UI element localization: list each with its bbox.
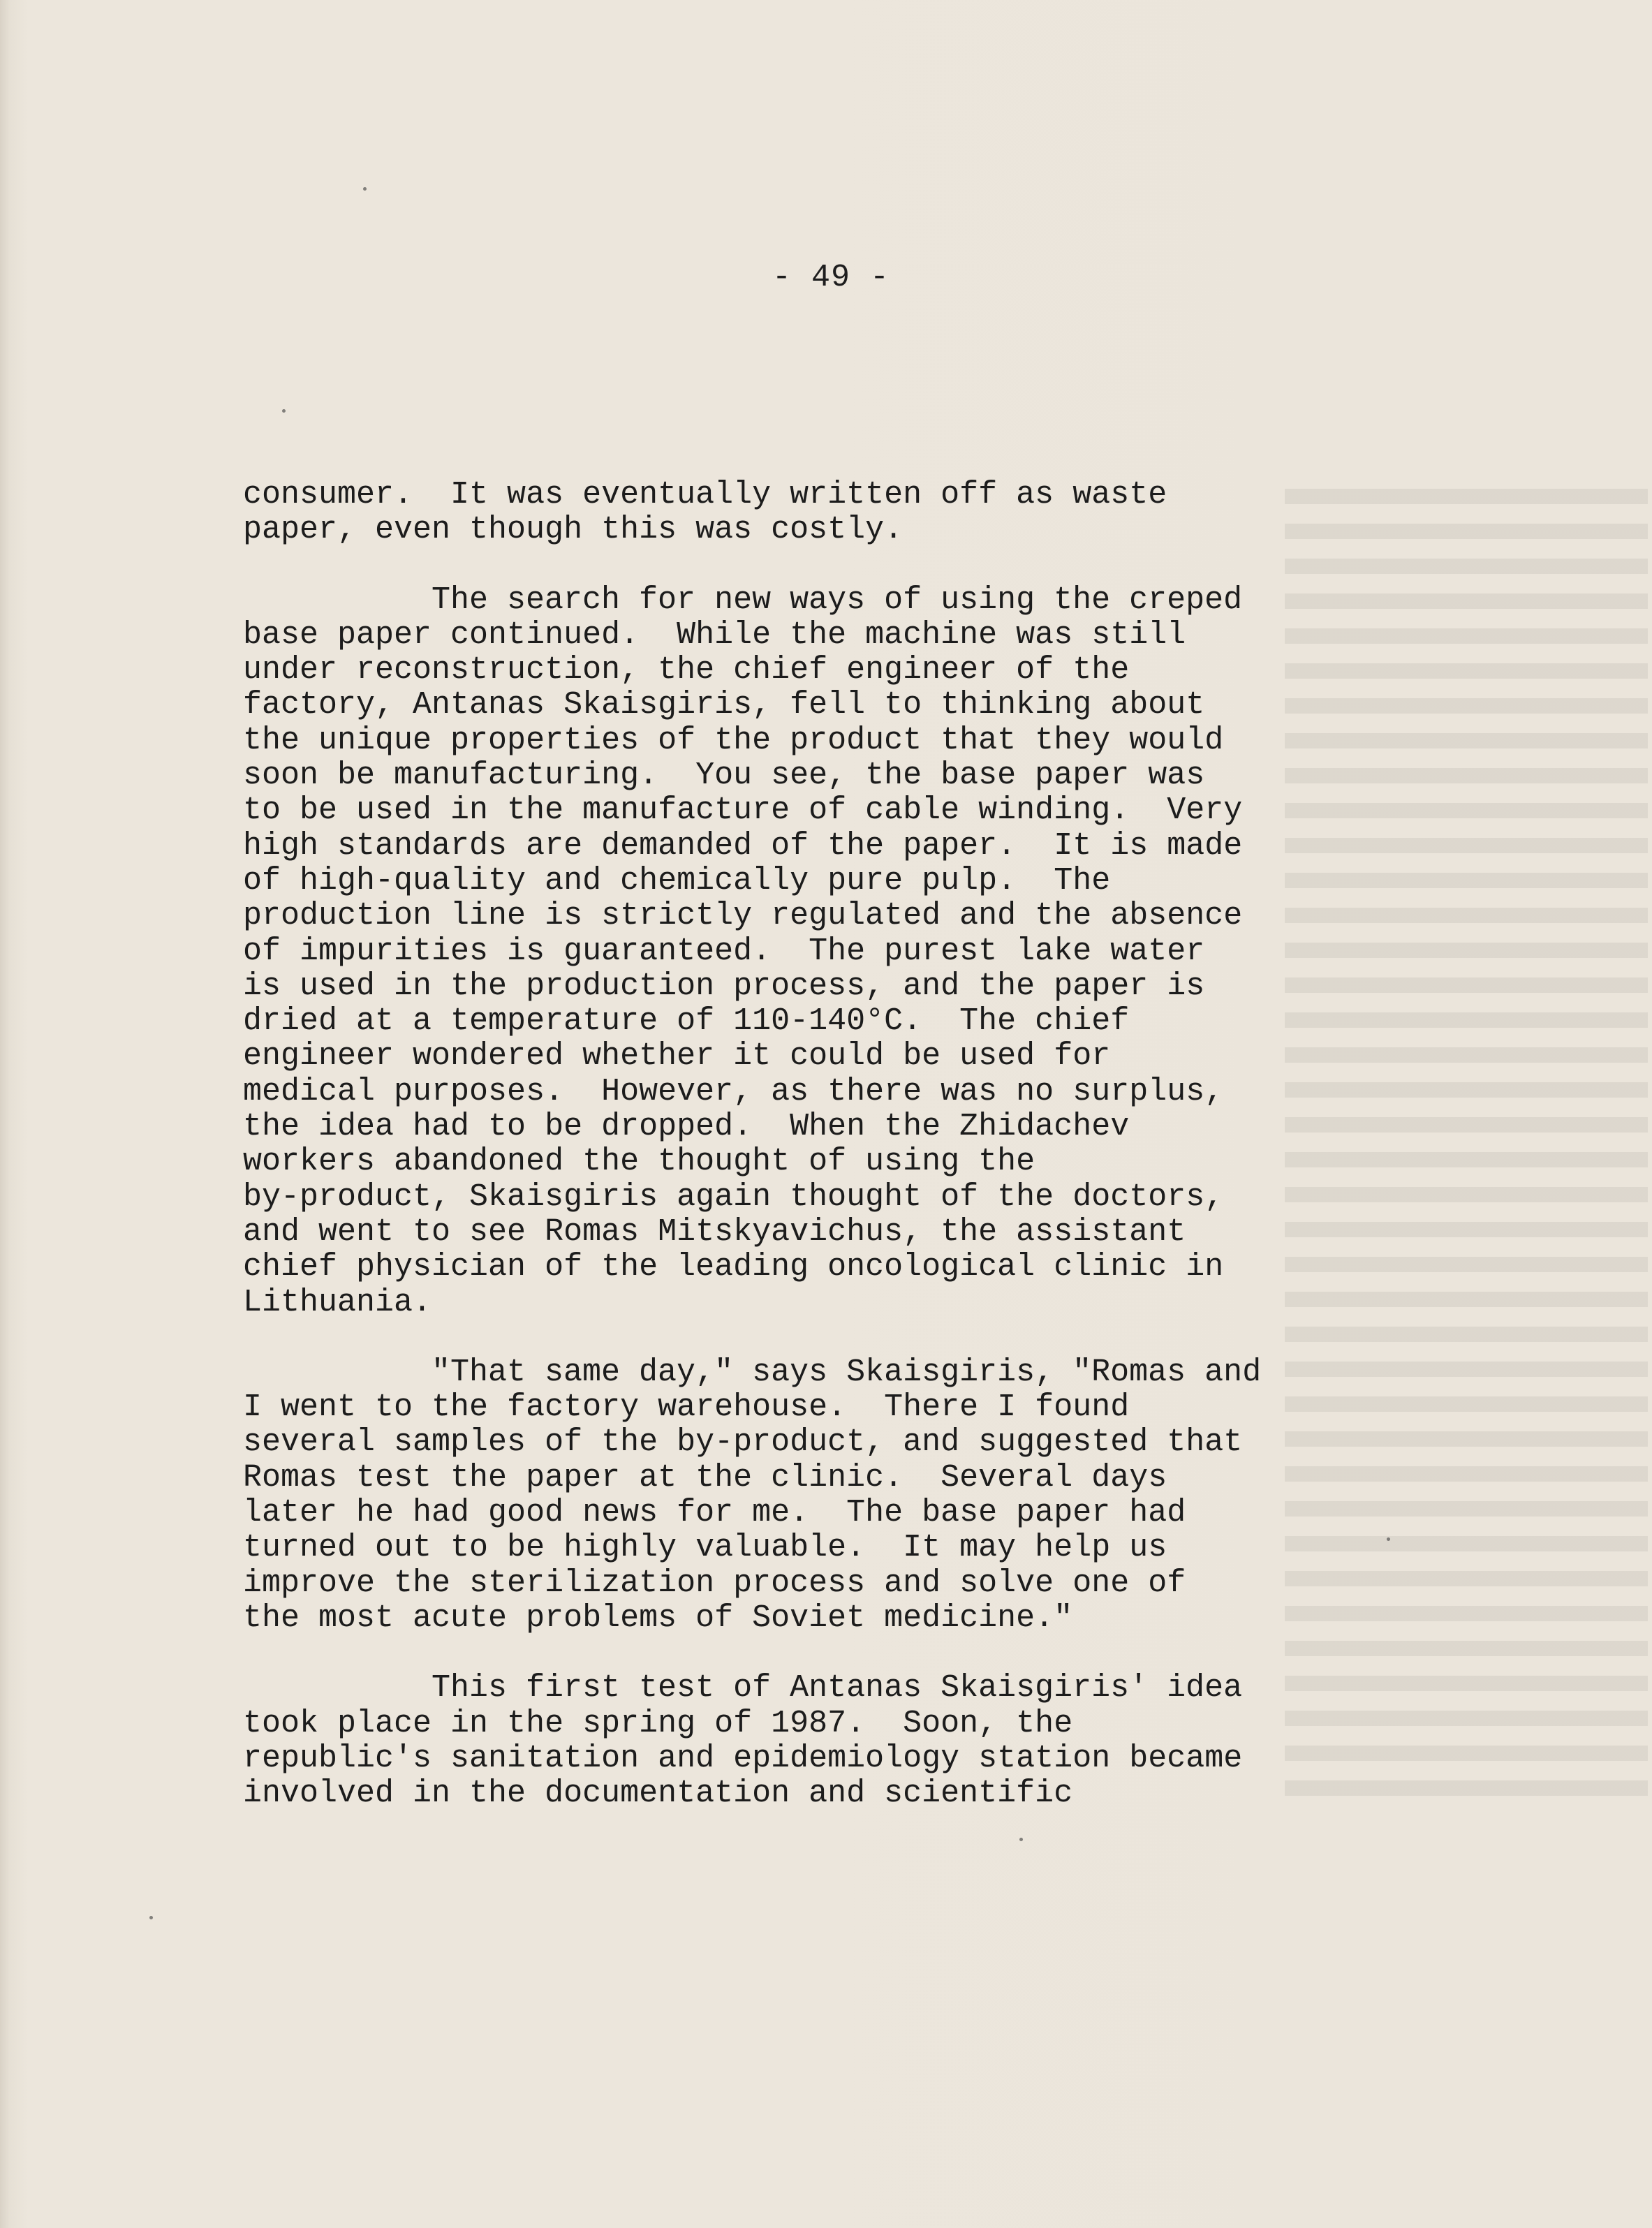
text-line: turned out to be highly valuable. It may help us [243,1530,1167,1566]
text-line: took place in the spring of 1987. Soon, the [243,1705,1073,1741]
text-line: later he had good news for me. The base paper had [243,1495,1186,1531]
text-line: improve the sterilization process and solve one of [243,1565,1186,1601]
text-line: by-product, Skaisgiris again thought of the doctors, [243,1179,1224,1215]
text-line: factory, Antanas Skaisgiris, fell to thinking about [243,687,1205,723]
paragraph-2 [243,583,1374,1320]
text-line: of impurities is guaranteed. The purest lake water [243,933,1205,969]
text-line: base paper continued. While the machine was still [243,617,1186,653]
text-line: the idea had to be dropped. When the Zhidachev [243,1109,1130,1145]
text-line: Romas test the paper at the clinic. Several days [243,1459,1167,1496]
text-line: consumer. It was eventually written off as waste [243,477,1167,512]
paragraph-3 [243,1355,1374,1636]
text-line: engineer wondered whether it could be used for [243,1038,1111,1075]
paragraph-4 [243,1671,1374,1811]
text-line: to be used in the manufacture of cable winding. Very [243,792,1243,829]
text-line: the most acute problems of Soviet medicine." [243,1600,1073,1636]
text-line: production line is strictly regulated and the absence [243,898,1243,934]
text-line: republic's sanitation and epidemiology station became [243,1740,1243,1776]
scan-speck [363,187,367,191]
text-line: several samples of the by-product, and suggested that [243,1424,1243,1461]
text-line: the unique properties of the product that they would [243,722,1224,758]
text-line: high standards are demanded of the paper. It is made [243,827,1243,864]
text-line: chief physician of the leading oncological clinic in [243,1249,1224,1285]
text-line: involved in the documentation and scientific [243,1776,1073,1812]
text-line: workers abandoned the thought of using the [243,1144,1035,1180]
text-line: dried at a temperature of 110-140°C. The chief [243,1003,1130,1040]
text-line: I went to the factory warehouse. There I found [243,1389,1130,1426]
text-line: soon be manufacturing. You see, the base paper was [243,758,1205,794]
text-line: under reconstruction, the chief engineer of the [243,652,1130,688]
text-line: paper, even though this was costly. [243,512,904,548]
paragraph-1 [243,478,1374,548]
text-line: "That same day," says Skaisgiris, "Romas and [432,1354,1262,1390]
text-line: This first test of Antanas Skaisgiris' idea [432,1670,1243,1706]
body-text [243,478,1374,1846]
text-line: Lithuania. [243,1284,432,1320]
text-line: is used in the production process, and the paper is [243,968,1205,1004]
text-line: and went to see Romas Mitskyavichus, the assistant [243,1213,1186,1250]
scan-speck [149,1916,153,1919]
text-line: The search for new ways of using the creped [432,582,1243,618]
scan-speck [1387,1537,1390,1541]
text-line: medical purposes. However, as there was no surplus, [243,1073,1224,1109]
text-line: of high-quality and chemically pure pulp. The [243,862,1111,899]
page-number: - 49 - [772,260,890,295]
scan-speck [1019,1838,1023,1841]
scan-speck [282,409,286,413]
